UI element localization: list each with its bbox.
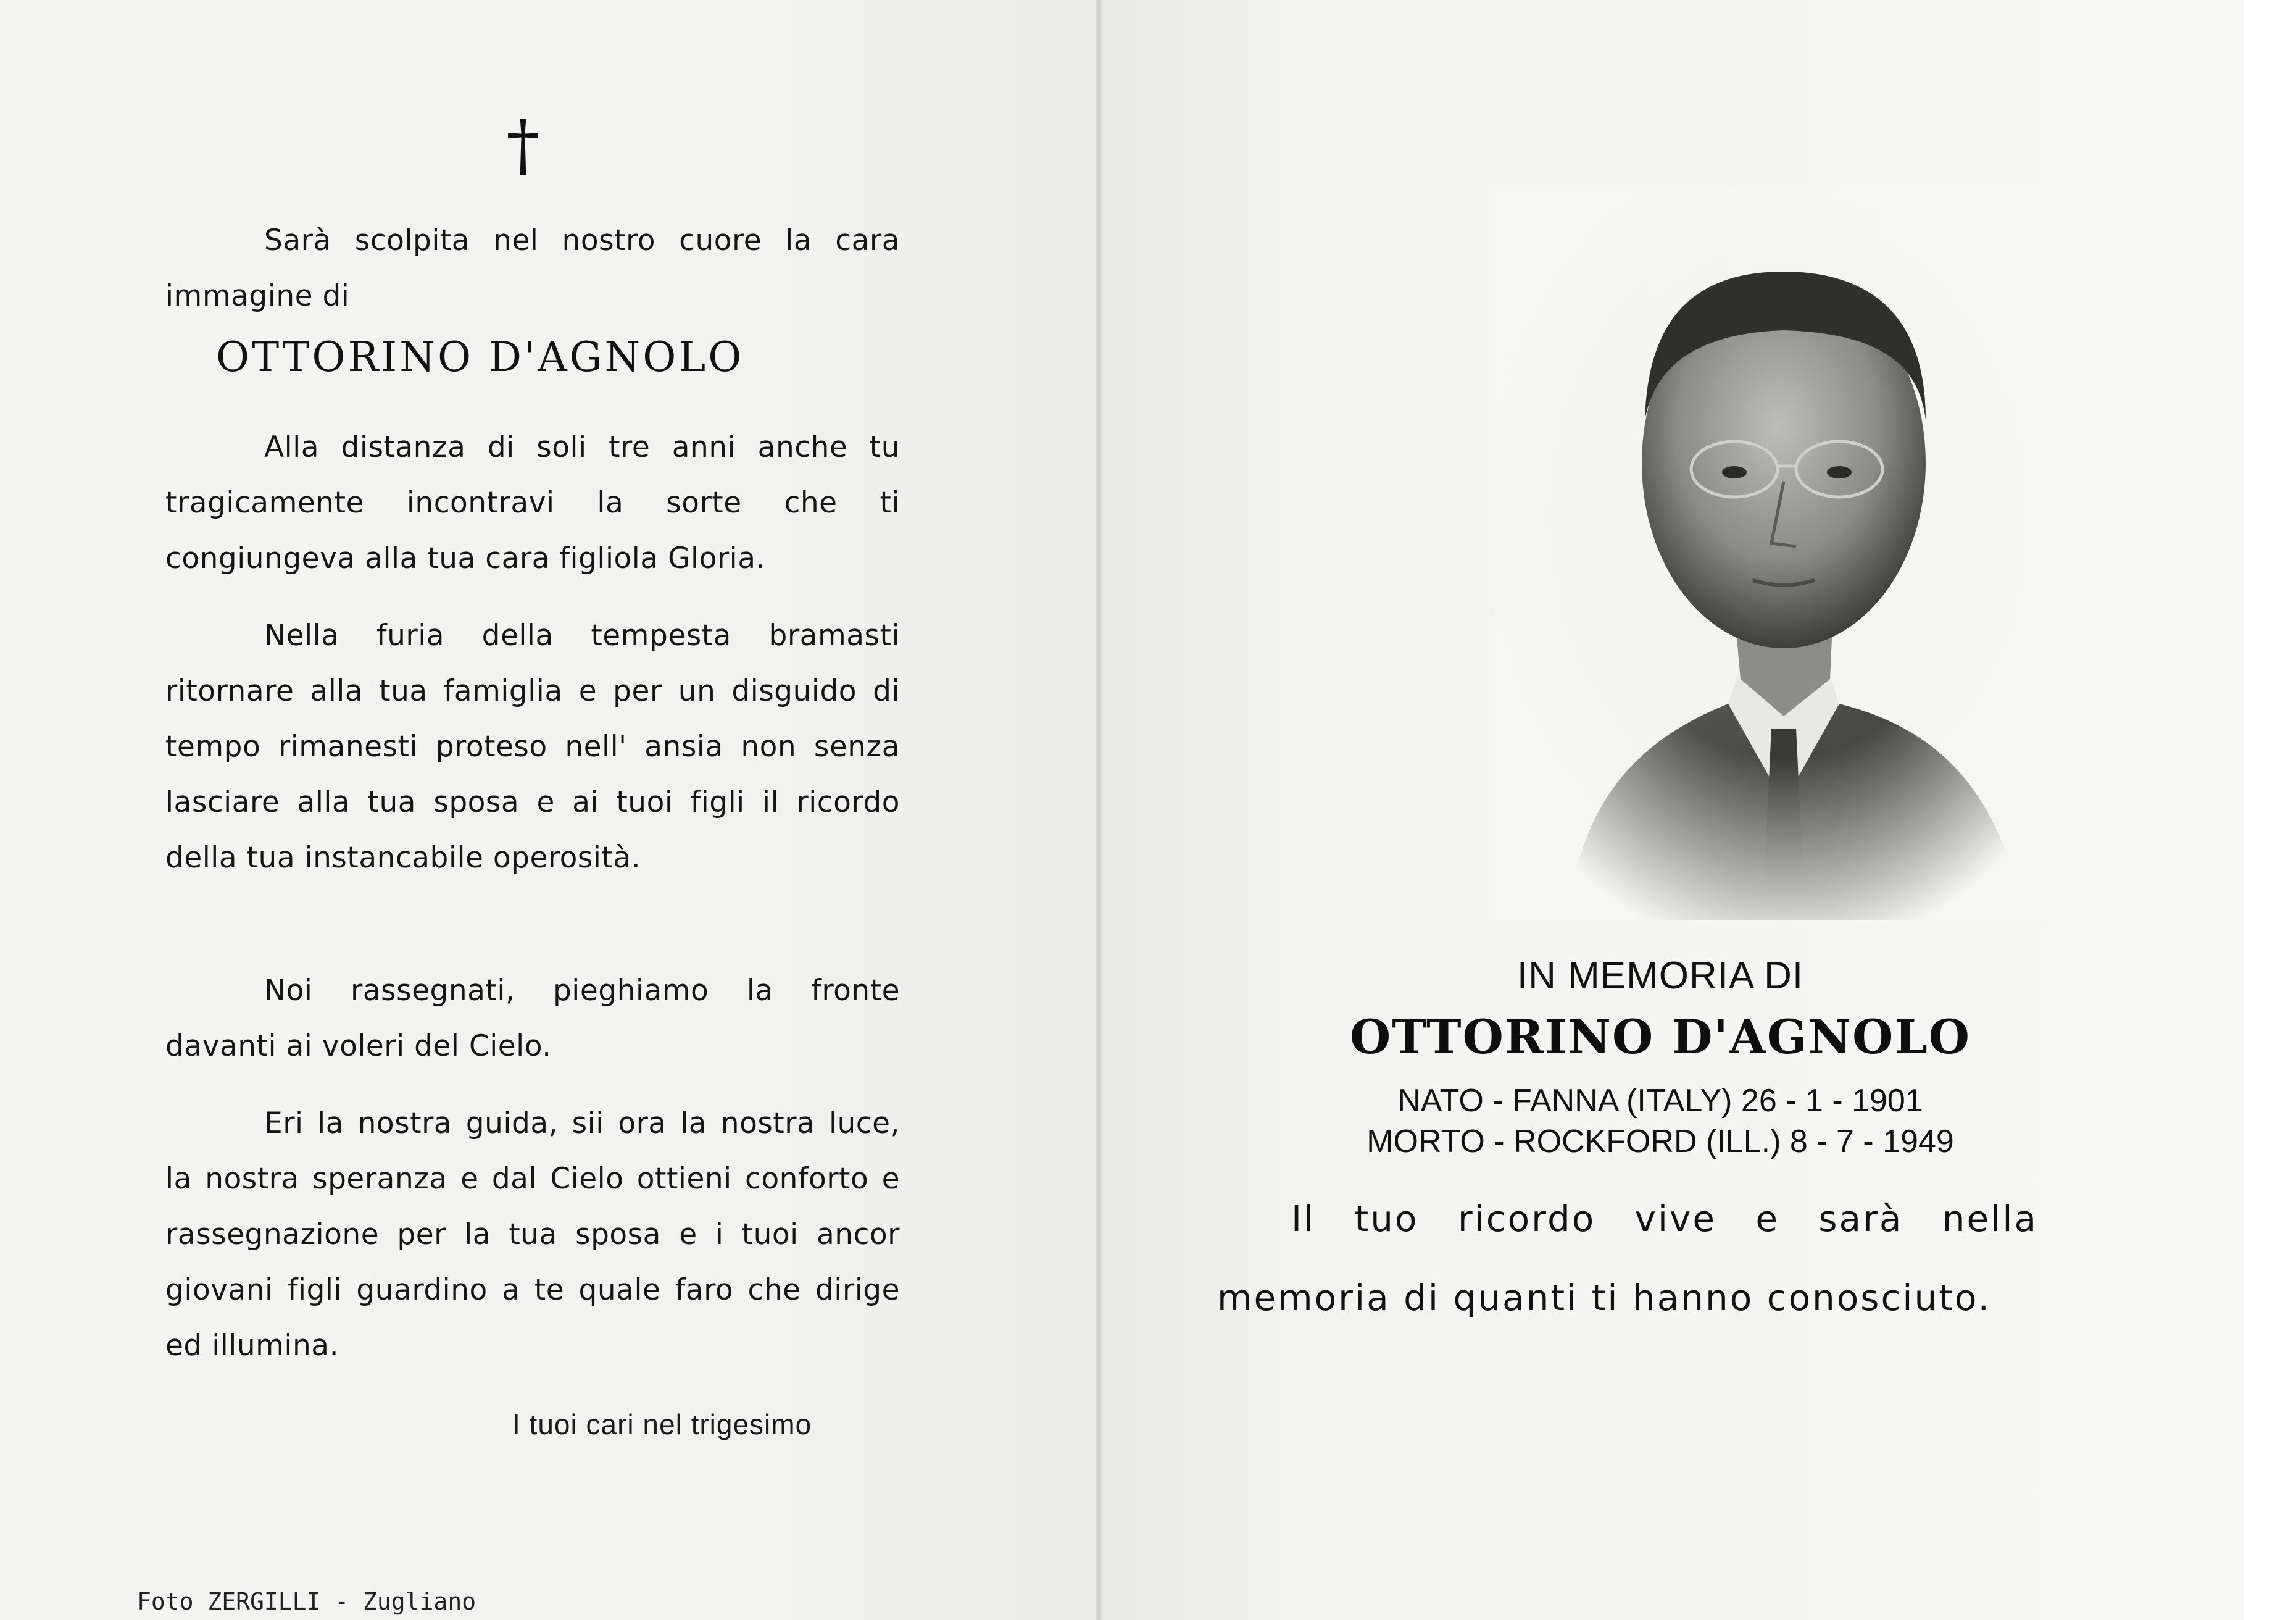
paragraph-3 [165,608,900,886]
memory-paragraph [1217,1179,2038,1337]
paragraph-4-text: Noi rassegnati, pieghiamo la fronte davanti ai voleri del Cielo. [165,974,900,1063]
signoff: I tuoi cari nel trigesimo [512,1408,812,1440]
portrait-photo [1494,185,2074,920]
cross-icon: † [506,106,540,185]
center-fold [1096,0,1102,1620]
deceased-name-left: OTTORINO D'AGNOLO [216,333,744,381]
paragraph-5-text: Eri la nostra guida, sii ora la nostra luce, la nostra speranza e dal Cielo ottieni conforto e rassegnazione per la tua sposa e i tuoi ancor giovani figli guardino a te quale faro che dirige ed illumina. [165,1106,900,1363]
paragraph-2 [165,420,900,587]
paragraph-5 [165,1096,900,1374]
birth-line: NATO - FANNA (ITALY) 26 - 1 - 1901 [1397,1083,1923,1119]
paragraph-3-text: Nella furia della tempesta bramasti ritornare alla tua famiglia e per un disguido di tempo rimanesti proteso nell' ansia non senza lasciare alla tua sposa e ai tuoi figli il ricordo della tua instancabile operosità. [165,619,900,875]
death-line: MORTO - ROCKFORD (ILL.) 8 - 7 - 1949 [1366,1124,1954,1159]
memory-text: Il tuo ricordo vive e sarà nella memoria di quanti ti hanno conosciuto. [1217,1198,2038,1319]
intro-text: Sarà scolpita nel nostro cuore la cara immagine di [165,223,900,313]
memorial-title: IN MEMORIA DI [1516,954,1804,997]
page-edge [2244,0,2296,1620]
intro-paragraph [165,213,900,324]
paragraph-2-text: Alla distanza di soli tre anni anche tu tragicamente incontravi la sorte che ti congiungeva alla tua cara figliola Gloria. [165,430,900,575]
paragraph-4 [165,963,900,1074]
photo-credit: Foto ZERGILLI - Zugliano [137,1588,476,1615]
deceased-name-right: OTTORINO D'AGNOLO [1349,1009,1971,1064]
dates-block [1339,1080,1981,1162]
